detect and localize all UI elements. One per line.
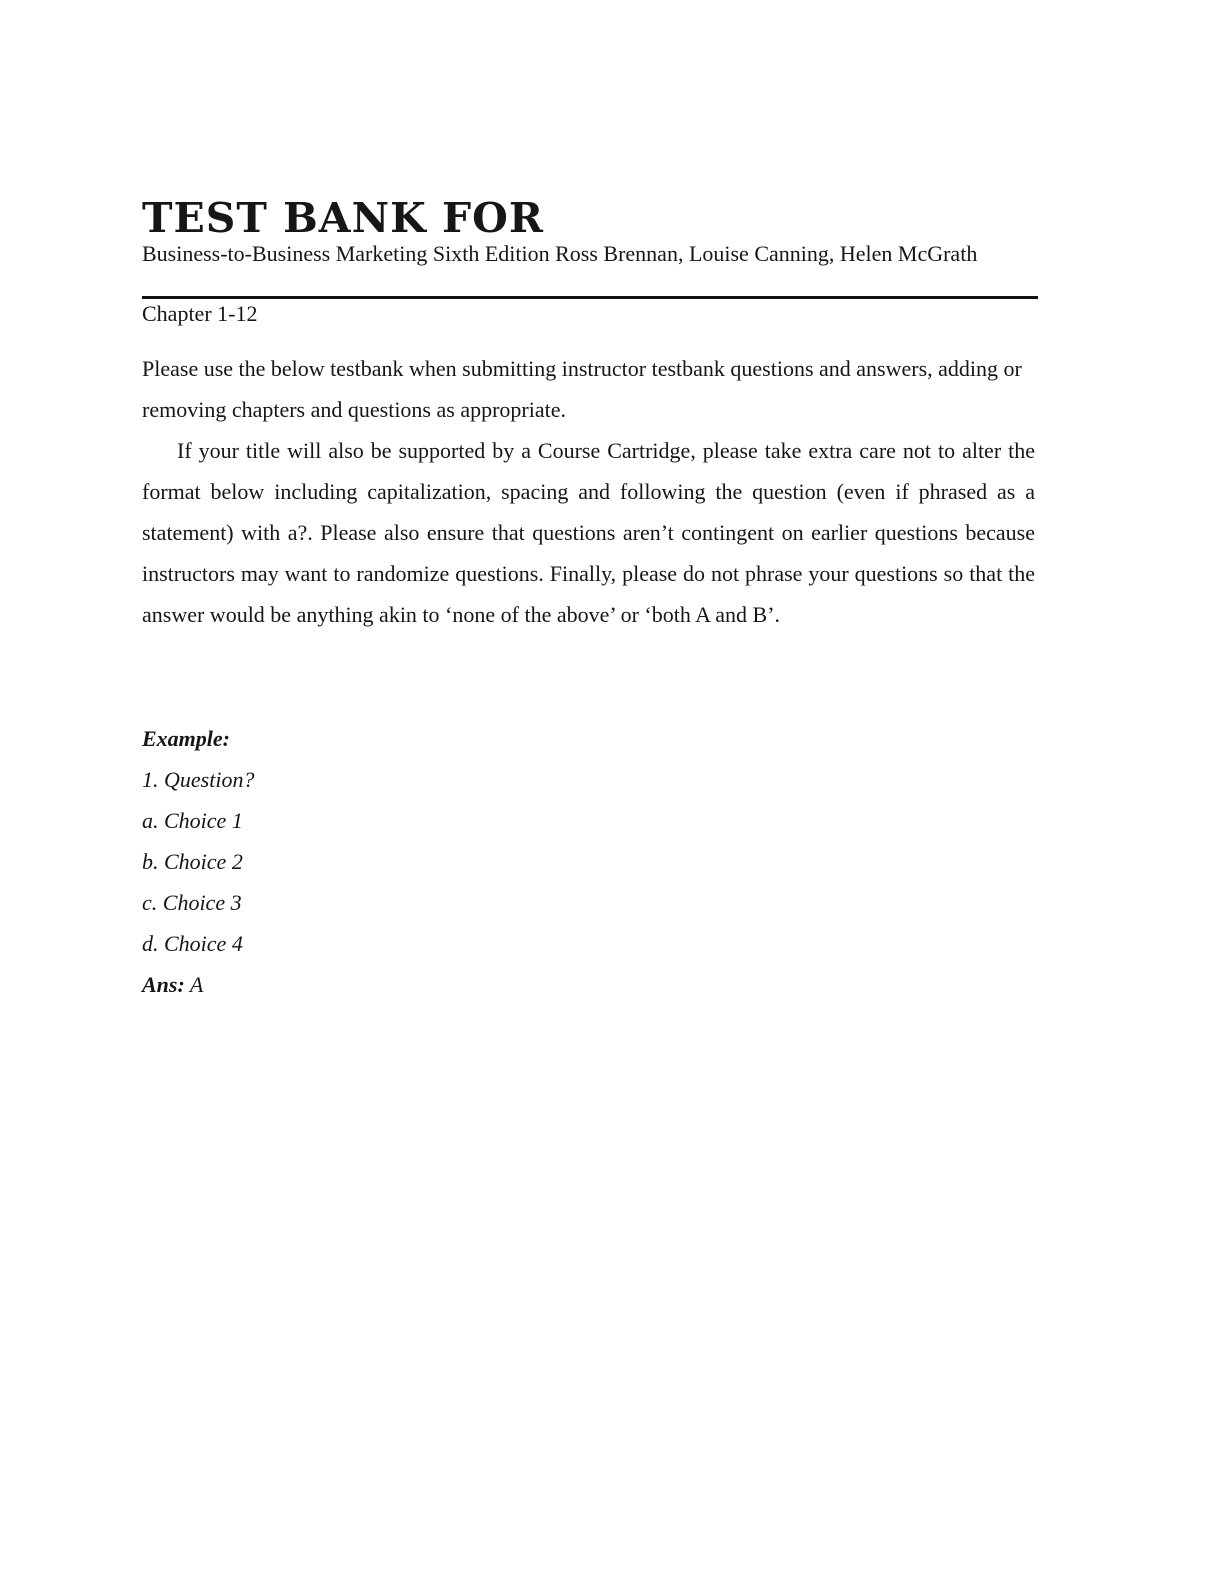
instructions-paragraph-1: Please use the below testbank when submitting instructor testbank questions and answers, adding or removing chapters and questions as appropriate. xyxy=(142,356,1022,422)
example-choice-d: d. Choice 4 xyxy=(142,931,243,956)
answer-value: A xyxy=(184,972,204,997)
example-question: 1. Question? xyxy=(142,767,255,792)
example-heading: Example: xyxy=(142,726,230,751)
chapter-range: Chapter 1-12 xyxy=(142,301,258,326)
example-answer xyxy=(142,964,254,1005)
document-title: TEST BANK FOR xyxy=(142,194,544,242)
example-choice-a: a. Choice 1 xyxy=(142,808,243,833)
horizontal-rule xyxy=(142,296,1038,299)
document-subtitle: Business-to-Business Marketing Sixth Edition Ross Brennan, Louise Canning, Helen McGrath xyxy=(142,241,978,266)
example-block xyxy=(142,718,254,1005)
example-choice-c: c. Choice 3 xyxy=(142,890,242,915)
instructions-paragraph-2: If your title will also be supported by a Course Cartridge, please take extra care not to alter the format below including capitalization, spacing and following the question (even if phrased as a statement) with a?. Please also ensure that questions aren’t contingent on earlier questions because instructors may want to randomize questions. Finally, please do not phrase your questions so that the answer would be anything akin to ‘none of the above’ or ‘both A and B’. xyxy=(142,438,1035,627)
example-choice-b: b. Choice 2 xyxy=(142,849,243,874)
answer-label: Ans: xyxy=(142,972,185,997)
